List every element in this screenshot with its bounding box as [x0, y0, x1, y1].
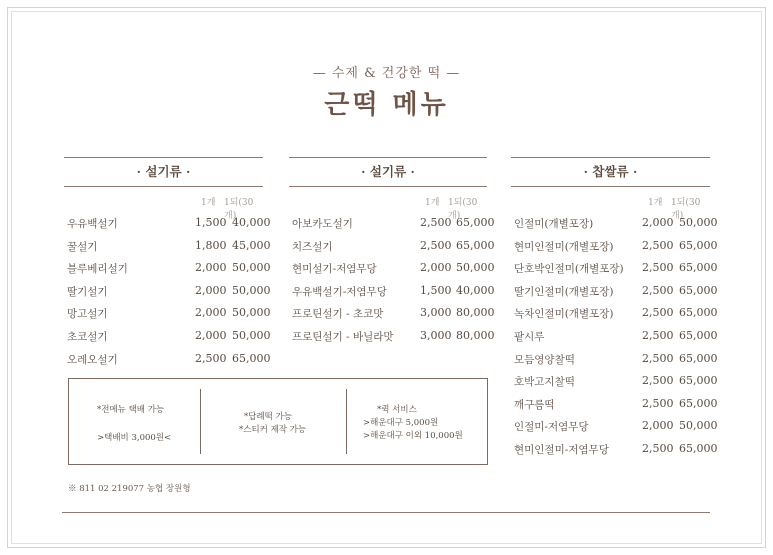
menu-item-name: 프로틴설기 - 바닐라맛 — [292, 330, 394, 343]
menu-item-name: 인절미-저염무당 — [514, 421, 589, 434]
price-unit-header — [289, 193, 487, 221]
menu-item-name: 호박고지찰떡 — [514, 376, 575, 389]
price-single: 3,000 — [420, 306, 452, 320]
price-single: 2,000 — [195, 306, 227, 320]
price-single: 2,500 — [642, 374, 674, 388]
quick-fee-local: >해운대구 5,000원 — [363, 418, 439, 428]
menu-item-row — [64, 347, 271, 370]
menu-item-name: 초코설기 — [67, 330, 108, 343]
menu-item-name: 현미인절미(개별포장) — [514, 240, 614, 253]
menu-item-row — [511, 211, 718, 234]
unit-single-label: 1개 — [201, 198, 216, 208]
service-info-box — [68, 378, 488, 465]
menu-item-name: 우유백설기-저염무당 — [292, 285, 387, 298]
menu-item-name: 단호박인절미(개별포장) — [514, 263, 624, 276]
menu-item-row — [289, 324, 495, 347]
price-batch: 65,000 — [679, 374, 718, 388]
price-batch: 65,000 — [679, 441, 718, 455]
price-single: 3,000 — [420, 328, 452, 342]
menu-title: 근떡 메뉴 — [324, 90, 449, 120]
menu-item-row — [64, 211, 271, 234]
menu-item-name: 꿀설기 — [67, 240, 98, 253]
price-single: 2,000 — [642, 419, 674, 433]
menu-item-name: 우유백설기 — [67, 218, 118, 230]
column-heading: · 찹쌀류 · — [583, 164, 638, 179]
price-batch: 65,000 — [679, 306, 718, 320]
menu-item-name: 프로틴설기 - 초코맛 — [292, 308, 384, 321]
menu-item-name: 녹차인절미(개별포장) — [514, 308, 614, 321]
menu-item-row — [511, 234, 718, 257]
menu-item-name: 블루베리설기 — [67, 263, 128, 276]
price-single: 1,800 — [195, 238, 227, 252]
menu-item-name: 모듬영양찰떡 — [514, 353, 575, 366]
menu-item-list — [511, 211, 718, 460]
price-single: 2,000 — [195, 283, 227, 297]
info-divider — [346, 389, 347, 454]
menu-item-name: 아보카도설기 — [292, 218, 353, 230]
info-divider — [200, 389, 201, 454]
unit-batch-label: 1되(30개) — [448, 198, 478, 221]
menu-item-row — [64, 301, 271, 324]
price-batch: 65,000 — [679, 328, 718, 342]
quick-service-info — [363, 379, 487, 464]
menu-item-row — [511, 301, 718, 324]
price-batch: 80,000 — [456, 306, 495, 320]
price-batch: 65,000 — [456, 216, 495, 229]
menu-column-sulgi-1 — [64, 157, 271, 369]
price-batch: 50,000 — [679, 419, 718, 433]
menu-item-name: 팥시루 — [514, 330, 545, 343]
price-unit-header — [511, 193, 710, 221]
sticker-info-line: *스티커 제작 가능 — [239, 425, 307, 435]
menu-item-row — [511, 414, 718, 437]
menu-item-row — [511, 369, 718, 392]
menu-item-row — [64, 256, 271, 279]
price-batch: 50,000 — [232, 328, 271, 342]
price-batch: 65,000 — [232, 351, 271, 365]
gift-info — [239, 379, 344, 464]
menu-item-row — [64, 324, 271, 347]
unit-single-label: 1개 — [425, 198, 440, 208]
price-single: 2,000 — [195, 261, 227, 275]
menu-item-name: 현미설기-저염무당 — [292, 263, 377, 276]
column-heading: · 설기류 · — [136, 164, 191, 179]
price-batch: 50,000 — [456, 261, 495, 275]
price-batch: 65,000 — [679, 396, 718, 410]
price-single: 2,000 — [642, 216, 674, 229]
price-batch: 65,000 — [679, 283, 718, 297]
price-single: 2,500 — [642, 238, 674, 252]
price-batch: 40,000 — [232, 216, 271, 229]
price-unit-header — [64, 193, 263, 221]
price-batch: 65,000 — [456, 238, 495, 252]
menu-item-name: 망고설기 — [67, 308, 108, 321]
price-batch: 65,000 — [679, 351, 718, 365]
menu-item-row — [511, 437, 718, 460]
column-heading-rule — [511, 186, 710, 187]
menu-item-row — [289, 234, 495, 257]
menu-column-sulgi-2 — [289, 157, 495, 347]
price-single: 2,000 — [195, 328, 227, 342]
menu-item-name: 현미인절미-저염무당 — [514, 443, 609, 456]
price-single: 1,500 — [420, 283, 452, 297]
quick-service-line: *퀵 서비스 — [377, 405, 417, 415]
unit-single-label: 1개 — [648, 198, 663, 208]
menu-item-row — [289, 279, 495, 302]
bottom-rule — [62, 512, 710, 513]
price-single: 2,500 — [420, 238, 452, 252]
menu-item-list — [289, 211, 495, 347]
unit-batch-label: 1되(30개) — [671, 198, 701, 221]
menu-item-list — [64, 211, 271, 369]
delivery-fee-line: >택배비 3,000원< — [97, 433, 172, 443]
price-batch: 65,000 — [679, 261, 718, 275]
unit-batch-label: 1되(30개) — [224, 198, 254, 221]
menu-item-row — [511, 324, 718, 347]
quick-fee-other: >해운대구 이외 10,000원 — [363, 431, 463, 441]
price-batch: 50,000 — [679, 216, 718, 229]
price-single: 2,500 — [642, 306, 674, 320]
price-single: 2,500 — [642, 396, 674, 410]
price-single: 2,000 — [420, 261, 452, 275]
bank-account: ※ 811 02 219077 농협 장원형 — [68, 484, 191, 494]
menu-item-name: 인절미(개별포장) — [514, 218, 594, 230]
menu-item-row — [511, 279, 718, 302]
menu-item-name: 치즈설기 — [292, 240, 333, 253]
price-single: 1,500 — [195, 216, 227, 229]
price-batch: 50,000 — [232, 306, 271, 320]
menu-subtitle: — 수제 & 건강한 떡 — — [312, 66, 461, 81]
menu-item-row — [289, 211, 495, 234]
menu-item-name: 오레오설기 — [67, 353, 118, 366]
delivery-info — [97, 379, 197, 464]
price-batch: 50,000 — [232, 283, 271, 297]
price-batch: 40,000 — [456, 283, 495, 297]
price-single: 2,500 — [642, 441, 674, 455]
menu-item-name: 딸기인절미(개별포장) — [514, 285, 614, 298]
price-single: 2,500 — [642, 351, 674, 365]
menu-item-row — [511, 392, 718, 415]
menu-item-row — [289, 256, 495, 279]
price-batch: 80,000 — [456, 328, 495, 342]
menu-item-row — [64, 234, 271, 257]
price-batch: 50,000 — [232, 261, 271, 275]
price-single: 2,500 — [420, 216, 452, 229]
column-heading-rule — [64, 186, 263, 187]
price-single: 2,500 — [642, 261, 674, 275]
menu-item-row — [289, 301, 495, 324]
menu-item-row — [511, 347, 718, 370]
menu-item-row — [64, 279, 271, 302]
gift-info-line: *답례떡 가능 — [244, 412, 293, 422]
menu-item-name: 깨구름떡 — [514, 398, 555, 411]
price-batch: 45,000 — [232, 238, 271, 252]
price-single: 2,500 — [642, 283, 674, 297]
column-heading-rule — [289, 186, 487, 187]
menu-column-chapssal — [511, 157, 718, 460]
delivery-info-line: *전메뉴 택배 가능 — [97, 405, 165, 415]
price-single: 2,500 — [642, 328, 674, 342]
price-batch: 65,000 — [679, 238, 718, 252]
menu-item-row — [511, 256, 718, 279]
menu-item-name: 딸기설기 — [67, 285, 108, 298]
price-single: 2,500 — [195, 351, 227, 365]
column-heading: · 설기류 · — [361, 164, 415, 179]
